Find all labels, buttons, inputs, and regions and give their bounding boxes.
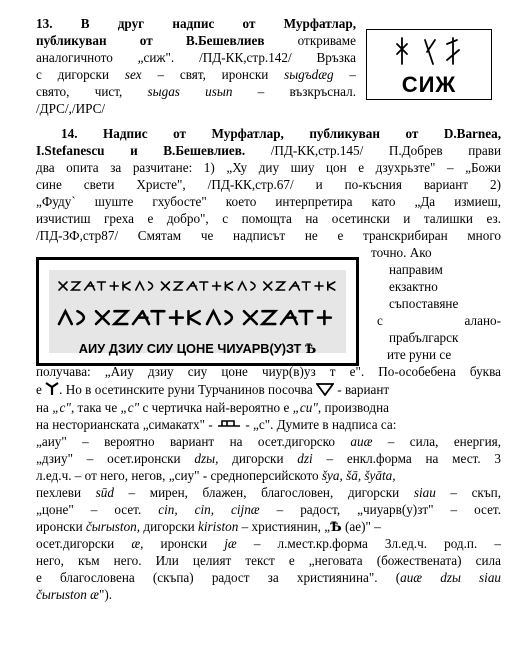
inscription-rune (123, 282, 130, 290)
para14-line5: „Фуду` шуште гхубосте" което интерпретира като „Да измиеш, (36, 194, 501, 209)
inscription-rune (187, 282, 197, 290)
para14-line2: I.Stefanescu и В.Бешевлиев. /ПД-КК,стр.145/ П.Добрев прави (36, 143, 501, 158)
para14-line6: изчистиш греха е добро", с помощта на осетински и талишки ез. (36, 211, 501, 226)
inscription-rune (264, 282, 272, 290)
inscription-rune (238, 282, 246, 290)
para13-line5: свято, чист, sыgas usып – възкръснал. (36, 84, 356, 99)
inscription-rune (200, 282, 208, 290)
inscription-rune (115, 311, 128, 324)
text-line11: осет.дигорски æ, иронски jæ – л.мест.кр.форма 3л.ед.ч. род.п. – (36, 536, 501, 551)
text-line3: на „с", така че „с" с чертичка най-вероятно е „си", производна (36, 400, 389, 415)
para14-line1: 14. Надпис от Мурфатлар, публикуван от D.Barnea, (61, 126, 501, 141)
text-line1: получава: „Аиу дзиу сиу цоне чиур(в)уз т е". По-особебена буква (36, 364, 501, 379)
text-line10: иронски čыrыston, дигорски kiriston – християнин, „Ѣ (ае)" – (36, 519, 381, 535)
inscription-rune (300, 311, 313, 324)
para14-right2: направим (389, 262, 443, 277)
para13-line3: аналогичното „сиж". /ПД-КК,стр.142/ Връзка (36, 50, 356, 65)
para13-line1: 13. В друг надпис от Мурфатлар, (36, 16, 356, 31)
inscription-rune (133, 311, 149, 324)
inscription-rune (251, 282, 255, 290)
inscription-rune (281, 311, 297, 324)
simakath-icon (216, 418, 242, 430)
inscription-rune (244, 311, 257, 324)
inscription-rune (213, 282, 221, 290)
text-line12: него, към него. Или целият текст е „неговата (божествената) сила (36, 553, 501, 568)
inscription-rune (161, 282, 169, 290)
text-line8: пехлеви sūd – мирен, блажен, благословен, дигорски siau – скъп, (36, 485, 501, 500)
inscription-rune (277, 282, 285, 290)
inscription-rune (149, 282, 153, 290)
text-line2: е . Но в осетинските руни Турчанинов посочва - вариант (36, 382, 390, 397)
para14-right6: прабългарск (389, 330, 459, 345)
text-line7: л.ед.ч. – от него, негов, „сиу" - средноперсийското šya, šā, šyāta, (36, 468, 396, 483)
para14-right7: ите руни се (387, 347, 452, 362)
inscription-rune (207, 311, 220, 324)
inscription-transcription: АИУ ДЗИУ СИУ ЦОНЕ ЧИУАРВ(У)ЗТ Ѣ (78, 341, 317, 357)
inscription-rune (328, 282, 335, 290)
inscription-rune (302, 282, 310, 290)
para14-right1: точно. Ако (371, 245, 432, 260)
text-line9: „цоне" – осет. cin, cin, cijnæ – радост, „чиуарв(у)зт" – осет. (36, 502, 501, 517)
inscription-rune (289, 282, 299, 290)
inscription-rune (170, 311, 183, 324)
inscription-rune (318, 311, 331, 324)
text-line4: на несторианската „симакатх" - - „с". Думите в надписа са: (36, 417, 397, 432)
inscription-rune (97, 282, 105, 290)
inscription-rune (78, 311, 84, 324)
siz-label: СИЖ (401, 72, 457, 97)
rune-triangle-icon (316, 382, 334, 396)
inscription-rune (152, 311, 165, 324)
inscription-rune (226, 311, 232, 324)
inscription-rune (96, 311, 109, 324)
para13-line2: публикуван от В.Бешевлиев откриваме (36, 33, 356, 48)
para14-right3: екзактно (389, 279, 438, 294)
inscription-rune (315, 282, 323, 290)
inscription-rune (174, 282, 182, 290)
para13-line6: /ДРС/,/ИРС/ (36, 101, 106, 116)
para14-right4: съпоставяне (389, 296, 459, 311)
text-line14: čыrыston æ"). (36, 587, 113, 602)
para14-right5: с алано- (377, 313, 501, 328)
para14-line3: два опита за разчитане: 1) „Ху диу шиу цон е дзухрьзте" – „Божи (36, 160, 501, 175)
para14-line4: сине свети Христе", /ПД-КК,стр.67/ и по-късния вариант 2) (36, 177, 501, 192)
text-line5: „аиу" – вероятно вариант на осет.дигорско аиæ – сила, енергия, (36, 434, 502, 449)
text-line6: „дзиу" – осет.иронски dzы, дигорски dzi – енкл.форма на мест. 3 (36, 451, 501, 466)
inscription-rune (189, 311, 200, 324)
inscription-rune (225, 282, 232, 290)
inscription-runes (51, 272, 348, 334)
text-line13: е благословена (скъпа) радост за християнина". (aиæ dzы siau (36, 570, 502, 585)
para14-line7: /ПД-ЗФ,стр87/ Смятам че надписът не е транскрибиран много (36, 228, 501, 243)
inscription-rune (85, 282, 95, 290)
inscription-rune (263, 311, 276, 324)
inscription-rune (110, 282, 118, 290)
inscription-rune (59, 311, 72, 324)
para13-line4: с дигорски sex – свят, иронски sыgъdæg – (36, 67, 356, 82)
inscription-rune (72, 282, 80, 290)
murfatlar-inscription-box (36, 257, 359, 366)
inscription-rune (59, 282, 67, 290)
inscription-rune (136, 282, 144, 290)
siz-inscription-box (366, 29, 492, 100)
rune-y-icon (45, 382, 59, 396)
